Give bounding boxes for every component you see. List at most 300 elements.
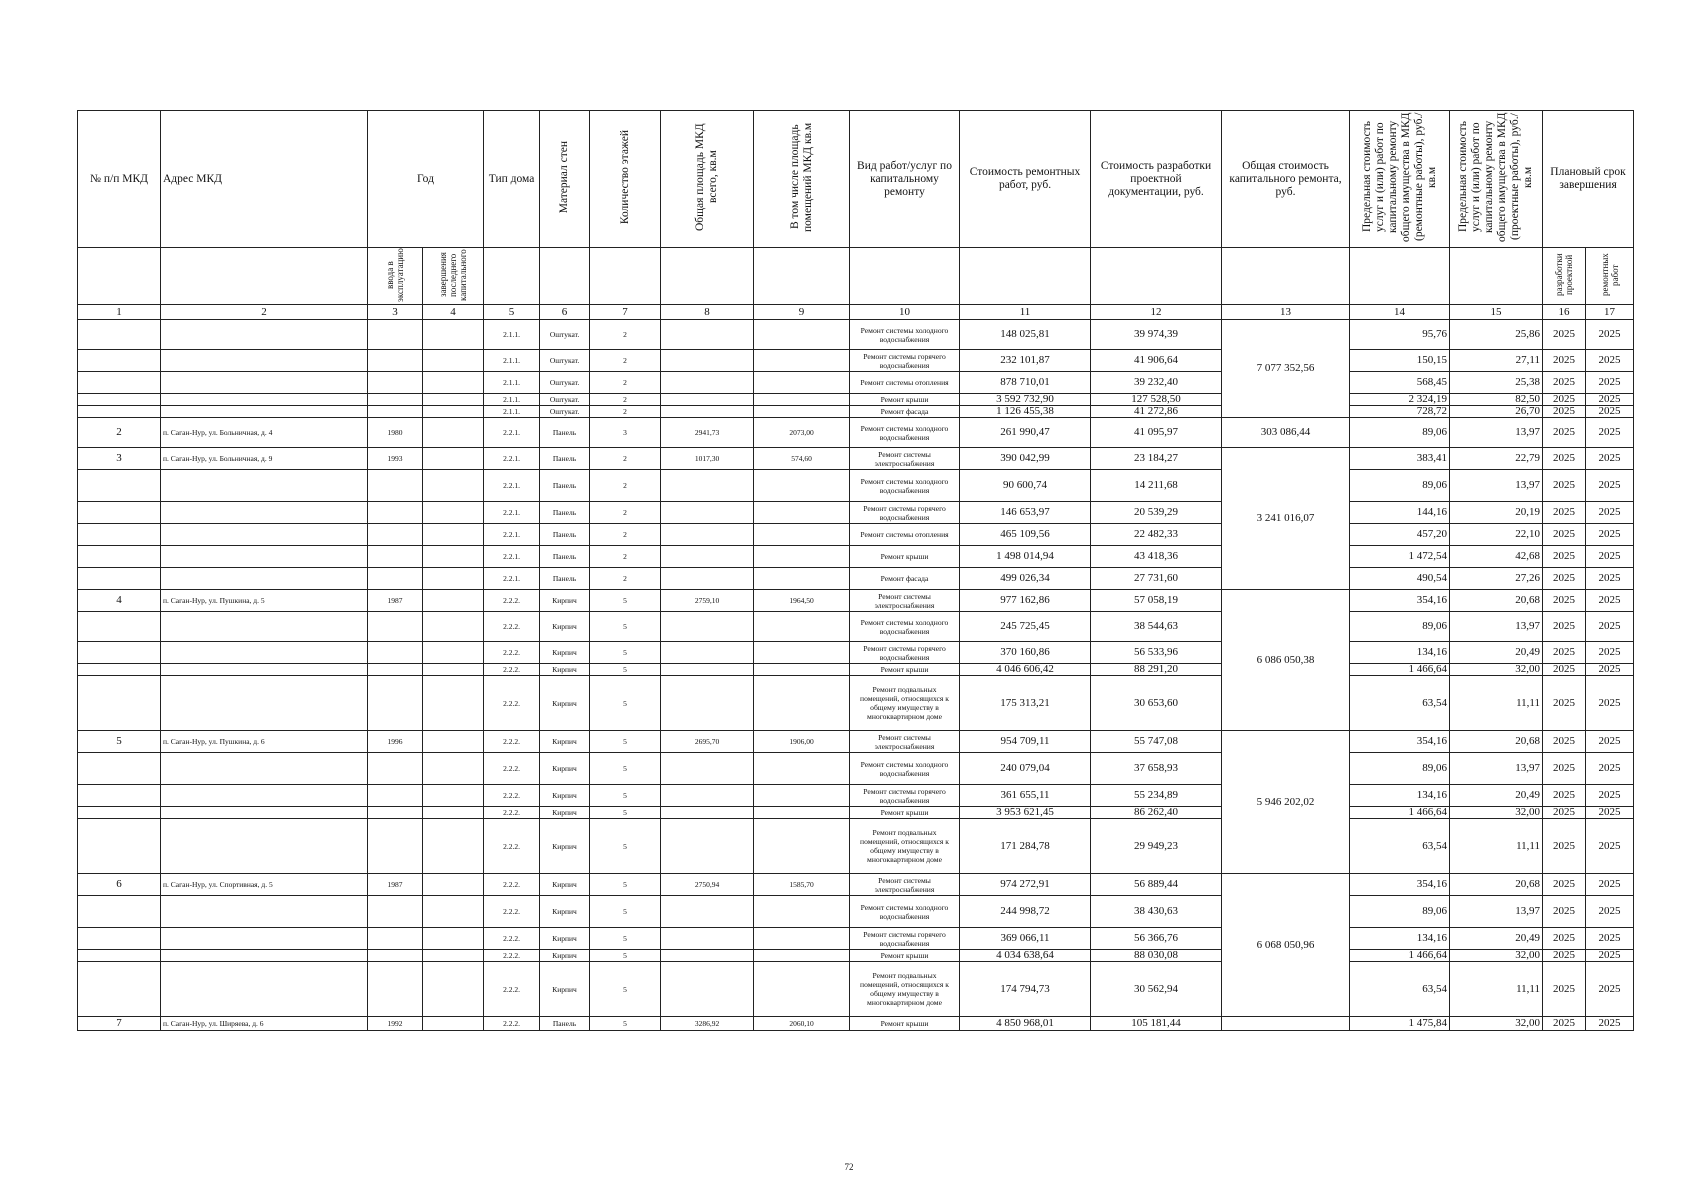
limit-design-cell: 11,11: [1450, 962, 1543, 1017]
address-cell: [161, 664, 368, 676]
header-premises-area: В том числе площадь помещений МКД кв.м: [788, 122, 814, 232]
deadline-repair-cell: 2025: [1586, 896, 1634, 928]
limit-repair-cell: 89,06: [1350, 753, 1450, 785]
address-cell: [161, 394, 368, 406]
subheader-year-last-repair-cell: [423, 248, 484, 305]
column-number: 12: [1091, 305, 1222, 320]
deadline-design-cell: 2025: [1543, 546, 1586, 568]
year-last-repair-cell: [423, 731, 484, 753]
house-type-cell: 2.2.2.: [484, 731, 540, 753]
wall-material-cell: Кирпич: [540, 753, 590, 785]
address-cell: [161, 819, 368, 874]
total-area-cell: [661, 546, 754, 568]
deadline-design-cell: 2025: [1543, 950, 1586, 962]
limit-design-cell: 20,49: [1450, 928, 1543, 950]
total-area-cell: [661, 320, 754, 350]
year-last-repair-cell: [423, 448, 484, 470]
row-number: [78, 642, 161, 664]
work-type-cell: Ремонт крыши: [850, 546, 960, 568]
limit-repair-cell: 457,20: [1350, 524, 1450, 546]
premises-area-cell: [754, 502, 850, 524]
column-number: 5: [484, 305, 540, 320]
work-type-cell: Ремонт системы холодного водоснабжения: [850, 470, 960, 502]
address-cell: п. Саган-Нур, ул. Больничная, д. 9: [161, 448, 368, 470]
total-area-cell: [661, 819, 754, 874]
premises-area-cell: [754, 676, 850, 731]
header-total-area: Общая площадь МКД всего, кв.м: [694, 123, 720, 231]
row-number: [78, 524, 161, 546]
address-cell: [161, 502, 368, 524]
row-number: 6: [78, 874, 161, 896]
year-last-repair-cell: [423, 928, 484, 950]
design-cost-cell: 56 889,44: [1091, 874, 1222, 896]
year-last-repair-cell: [423, 418, 484, 448]
deadline-repair-cell: 2025: [1586, 590, 1634, 612]
deadline-design-cell: 2025: [1543, 350, 1586, 372]
year-commission-cell: 1987: [368, 590, 423, 612]
limit-repair-cell: 1 472,54: [1350, 546, 1450, 568]
repair-cost-cell: 465 109,56: [960, 524, 1091, 546]
limit-repair-cell: 134,16: [1350, 928, 1450, 950]
total-area-cell: 2759,10: [661, 590, 754, 612]
limit-repair-cell: 383,41: [1350, 448, 1450, 470]
year-commission-cell: 1992: [368, 1017, 423, 1031]
design-cost-cell: 88 291,20: [1091, 664, 1222, 676]
table-row: [78, 874, 1634, 896]
floors-cell: 2: [590, 448, 661, 470]
design-cost-cell: 38 544,63: [1091, 612, 1222, 642]
repair-cost-cell: 1 498 014,94: [960, 546, 1091, 568]
wall-material-cell: Кирпич: [540, 676, 590, 731]
deadline-design-cell: 2025: [1543, 612, 1586, 642]
column-number: 13: [1222, 305, 1350, 320]
year-commission-cell: [368, 502, 423, 524]
deadline-repair-cell: 2025: [1586, 350, 1634, 372]
address-cell: [161, 676, 368, 731]
table-row: [78, 785, 1634, 807]
floors-cell: 5: [590, 664, 661, 676]
house-type-cell: 2.2.1.: [484, 524, 540, 546]
column-number: 10: [850, 305, 960, 320]
table-row: [78, 753, 1634, 785]
table-row: [78, 928, 1634, 950]
repair-cost-cell: 4 034 638,64: [960, 950, 1091, 962]
house-type-cell: 2.1.1.: [484, 394, 540, 406]
house-type-cell: 2.2.1.: [484, 546, 540, 568]
limit-repair-cell: 1 466,64: [1350, 950, 1450, 962]
wall-material-cell: Кирпич: [540, 807, 590, 819]
design-cost-cell: 105 181,44: [1091, 1017, 1222, 1031]
table-body: [78, 320, 1634, 1031]
year-last-repair-cell: [423, 470, 484, 502]
wall-material-cell: Панель: [540, 502, 590, 524]
address-cell: [161, 524, 368, 546]
header-limit-repair: Предельная стоимость услуг и (или) работ по капитальному ремонту общего имущества в МКД (ремонтные работы), руб./кв.м: [1360, 112, 1438, 242]
deadline-design-cell: 2025: [1543, 785, 1586, 807]
row-number: [78, 320, 161, 350]
address-cell: [161, 928, 368, 950]
deadline-design-cell: 2025: [1543, 753, 1586, 785]
premises-area-cell: [754, 962, 850, 1017]
limit-repair-cell: 63,54: [1350, 962, 1450, 1017]
total-area-cell: 2695,70: [661, 731, 754, 753]
house-type-cell: 2.2.1.: [484, 418, 540, 448]
deadline-design-cell: 2025: [1543, 807, 1586, 819]
repair-cost-cell: 390 042,99: [960, 448, 1091, 470]
year-last-repair-cell: [423, 546, 484, 568]
table-row: [78, 524, 1634, 546]
repair-cost-cell: 146 653,97: [960, 502, 1091, 524]
work-type-cell: Ремонт подвальных помещений, относящихся к общему имуществу в многоквартирном доме: [850, 819, 960, 874]
deadline-repair-cell: 2025: [1586, 502, 1634, 524]
subheader-deadline-design: разработки проектной: [1554, 253, 1575, 297]
header-wall-material-cell: [540, 111, 590, 248]
deadline-design-cell: 2025: [1543, 874, 1586, 896]
capital-repair-table: [77, 110, 1634, 1031]
repair-cost-cell: 370 160,86: [960, 642, 1091, 664]
wall-material-cell: Панель: [540, 1017, 590, 1031]
limit-design-cell: 11,11: [1450, 819, 1543, 874]
column-number-row: [78, 305, 1634, 320]
floors-cell: 5: [590, 896, 661, 928]
table-row: [78, 372, 1634, 394]
wall-material-cell: Оштукат.: [540, 350, 590, 372]
house-type-cell: 2.2.1.: [484, 448, 540, 470]
subheader-deadline-design-cell: [1543, 248, 1586, 305]
repair-cost-cell: 3 592 732,90: [960, 394, 1091, 406]
floors-cell: 5: [590, 874, 661, 896]
address-cell: [161, 896, 368, 928]
table-row: [78, 950, 1634, 962]
design-cost-cell: 39 232,40: [1091, 372, 1222, 394]
limit-design-cell: 22,79: [1450, 448, 1543, 470]
repair-cost-cell: 4 850 968,01: [960, 1017, 1091, 1031]
table-row: [78, 590, 1634, 612]
row-number: [78, 807, 161, 819]
address-cell: [161, 807, 368, 819]
deadline-design-cell: 2025: [1543, 372, 1586, 394]
house-type-cell: 2.2.1.: [484, 502, 540, 524]
limit-repair-cell: 95,76: [1350, 320, 1450, 350]
year-commission-cell: 1980: [368, 418, 423, 448]
header-floors-cell: [590, 111, 661, 248]
deadline-design-cell: 2025: [1543, 590, 1586, 612]
subheader-deadline-repair-cell: [1586, 248, 1634, 305]
repair-cost-cell: 148 025,81: [960, 320, 1091, 350]
floors-cell: 3: [590, 418, 661, 448]
column-number: 1: [78, 305, 161, 320]
premises-area-cell: [754, 350, 850, 372]
deadline-repair-cell: 2025: [1586, 1017, 1634, 1031]
total-area-cell: [661, 928, 754, 950]
floors-cell: 2: [590, 394, 661, 406]
address-cell: [161, 753, 368, 785]
design-cost-cell: 41 095,97: [1091, 418, 1222, 448]
limit-repair-cell: 89,06: [1350, 470, 1450, 502]
table-row: [78, 962, 1634, 1017]
limit-repair-cell: 354,16: [1350, 590, 1450, 612]
deadline-repair-cell: 2025: [1586, 470, 1634, 502]
design-cost-cell: 88 030,08: [1091, 950, 1222, 962]
year-commission-cell: [368, 785, 423, 807]
table-row: [78, 612, 1634, 642]
row-number: [78, 502, 161, 524]
total-area-cell: 3286,92: [661, 1017, 754, 1031]
repair-cost-cell: 244 998,72: [960, 896, 1091, 928]
deadline-design-cell: 2025: [1543, 470, 1586, 502]
wall-material-cell: Кирпич: [540, 819, 590, 874]
deadline-repair-cell: 2025: [1586, 568, 1634, 590]
wall-material-cell: Панель: [540, 546, 590, 568]
house-type-cell: 2.2.2.: [484, 590, 540, 612]
design-cost-cell: 22 482,33: [1091, 524, 1222, 546]
house-type-cell: 2.2.2.: [484, 753, 540, 785]
header-limit-repair-cell: [1350, 111, 1450, 248]
row-number: [78, 785, 161, 807]
row-number: [78, 350, 161, 372]
table-row: [78, 406, 1634, 418]
year-commission-cell: [368, 568, 423, 590]
wall-material-cell: Кирпич: [540, 928, 590, 950]
address-cell: п. Саган-Нур, ул. Спортивная, д. 5: [161, 874, 368, 896]
header-total-area-cell: [661, 111, 754, 248]
address-cell: [161, 320, 368, 350]
total-cost-cell: 6 086 050,38: [1222, 590, 1350, 731]
total-area-cell: [661, 406, 754, 418]
row-number: [78, 950, 161, 962]
house-type-cell: 2.2.2.: [484, 642, 540, 664]
column-number: 4: [423, 305, 484, 320]
address-cell: [161, 950, 368, 962]
address-cell: [161, 406, 368, 418]
deadline-repair-cell: 2025: [1586, 448, 1634, 470]
work-type-cell: Ремонт системы электроснабжения: [850, 448, 960, 470]
repair-cost-cell: 3 953 621,45: [960, 807, 1091, 819]
wall-material-cell: Кирпич: [540, 785, 590, 807]
year-last-repair-cell: [423, 874, 484, 896]
row-number: [78, 372, 161, 394]
row-number: [78, 568, 161, 590]
header-wall-material: Материал стен: [558, 140, 571, 214]
limit-repair-cell: 89,06: [1350, 418, 1450, 448]
row-number: [78, 470, 161, 502]
year-last-repair-cell: [423, 950, 484, 962]
premises-area-cell: 1964,50: [754, 590, 850, 612]
year-last-repair-cell: [423, 664, 484, 676]
limit-repair-cell: 490,54: [1350, 568, 1450, 590]
wall-material-cell: Кирпич: [540, 731, 590, 753]
design-cost-cell: 23 184,27: [1091, 448, 1222, 470]
work-type-cell: Ремонт системы электроснабжения: [850, 731, 960, 753]
limit-design-cell: 27,11: [1450, 350, 1543, 372]
deadline-repair-cell: 2025: [1586, 731, 1634, 753]
floors-cell: 5: [590, 731, 661, 753]
house-type-cell: 2.2.2.: [484, 612, 540, 642]
design-cost-cell: 29 949,23: [1091, 819, 1222, 874]
limit-design-cell: 82,50: [1450, 394, 1543, 406]
total-cost-cell: [1222, 1017, 1350, 1031]
table-row: [78, 394, 1634, 406]
house-type-cell: 2.2.2.: [484, 676, 540, 731]
year-last-repair-cell: [423, 676, 484, 731]
year-last-repair-cell: [423, 350, 484, 372]
row-number: [78, 406, 161, 418]
floors-cell: 2: [590, 320, 661, 350]
wall-material-cell: Оштукат.: [540, 320, 590, 350]
house-type-cell: 2.2.1.: [484, 568, 540, 590]
work-type-cell: Ремонт крыши: [850, 950, 960, 962]
house-type-cell: 2.2.2.: [484, 928, 540, 950]
limit-repair-cell: 354,16: [1350, 731, 1450, 753]
year-commission-cell: [368, 350, 423, 372]
total-area-cell: [661, 470, 754, 502]
work-type-cell: Ремонт подвальных помещений, относящихся к общему имуществу в многоквартирном доме: [850, 962, 960, 1017]
work-type-cell: Ремонт подвальных помещений, относящихся к общему имуществу в многоквартирном доме: [850, 676, 960, 731]
premises-area-cell: [754, 568, 850, 590]
total-area-cell: [661, 502, 754, 524]
year-last-repair-cell: [423, 642, 484, 664]
year-last-repair-cell: [423, 590, 484, 612]
year-commission-cell: [368, 928, 423, 950]
wall-material-cell: Оштукат.: [540, 406, 590, 418]
work-type-cell: Ремонт системы горячего водоснабжения: [850, 502, 960, 524]
table-row: [78, 470, 1634, 502]
work-type-cell: Ремонт крыши: [850, 394, 960, 406]
table-row: [78, 807, 1634, 819]
house-type-cell: 2.2.2.: [484, 962, 540, 1017]
total-area-cell: [661, 896, 754, 928]
table-row: [78, 642, 1634, 664]
year-commission-cell: [368, 664, 423, 676]
total-cost-cell: 3 241 016,07: [1222, 448, 1350, 590]
deadline-repair-cell: 2025: [1586, 874, 1634, 896]
floors-cell: 2: [590, 568, 661, 590]
row-number: [78, 962, 161, 1017]
total-area-cell: [661, 372, 754, 394]
total-area-cell: [661, 568, 754, 590]
row-number: [78, 612, 161, 642]
deadline-design-cell: 2025: [1543, 642, 1586, 664]
limit-design-cell: 20,68: [1450, 874, 1543, 896]
deadline-design-cell: 2025: [1543, 406, 1586, 418]
limit-repair-cell: 63,54: [1350, 819, 1450, 874]
deadline-design-cell: 2025: [1543, 524, 1586, 546]
year-commission-cell: [368, 962, 423, 1017]
year-commission-cell: [368, 612, 423, 642]
limit-repair-cell: 1 466,64: [1350, 664, 1450, 676]
wall-material-cell: Кирпич: [540, 612, 590, 642]
row-number: [78, 928, 161, 950]
deadline-repair-cell: 2025: [1586, 950, 1634, 962]
work-type-cell: Ремонт системы горячего водоснабжения: [850, 785, 960, 807]
limit-design-cell: 32,00: [1450, 1017, 1543, 1031]
table-row: [78, 676, 1634, 731]
limit-design-cell: 26,70: [1450, 406, 1543, 418]
floors-cell: 2: [590, 350, 661, 372]
subheader-year-last-repair: завершения последнего капитального: [438, 249, 468, 301]
total-area-cell: 2750,94: [661, 874, 754, 896]
floors-cell: 5: [590, 753, 661, 785]
address-cell: [161, 350, 368, 372]
work-type-cell: Ремонт крыши: [850, 1017, 960, 1031]
limit-repair-cell: 1 466,64: [1350, 807, 1450, 819]
limit-repair-cell: 354,16: [1350, 874, 1450, 896]
address-cell: п. Саган-Нур, ул. Пушкина, д. 5: [161, 590, 368, 612]
work-type-cell: Ремонт крыши: [850, 664, 960, 676]
repair-cost-cell: 974 272,91: [960, 874, 1091, 896]
year-last-repair-cell: [423, 612, 484, 642]
deadline-design-cell: 2025: [1543, 896, 1586, 928]
work-type-cell: Ремонт системы холодного водоснабжения: [850, 612, 960, 642]
limit-design-cell: 42,68: [1450, 546, 1543, 568]
total-area-cell: [661, 753, 754, 785]
premises-area-cell: [754, 785, 850, 807]
deadline-design-cell: 2025: [1543, 928, 1586, 950]
house-type-cell: 2.1.1.: [484, 372, 540, 394]
address-cell: [161, 546, 368, 568]
subheader-row: [78, 248, 1634, 305]
table-row: [78, 320, 1634, 350]
column-number: 17: [1586, 305, 1634, 320]
limit-design-cell: 32,00: [1450, 950, 1543, 962]
deadline-design-cell: 2025: [1543, 448, 1586, 470]
design-cost-cell: 55 234,89: [1091, 785, 1222, 807]
column-number: 16: [1543, 305, 1586, 320]
deadline-repair-cell: 2025: [1586, 962, 1634, 1017]
deadline-repair-cell: 2025: [1586, 394, 1634, 406]
address-cell: [161, 568, 368, 590]
premises-area-cell: [754, 320, 850, 350]
house-type-cell: 2.2.2.: [484, 896, 540, 928]
deadline-repair-cell: 2025: [1586, 785, 1634, 807]
repair-cost-cell: 1 126 455,38: [960, 406, 1091, 418]
row-number: [78, 394, 161, 406]
repair-cost-cell: 954 709,11: [960, 731, 1091, 753]
design-cost-cell: 37 658,93: [1091, 753, 1222, 785]
premises-area-cell: [754, 819, 850, 874]
floors-cell: 5: [590, 642, 661, 664]
year-last-repair-cell: [423, 524, 484, 546]
repair-cost-cell: 261 990,47: [960, 418, 1091, 448]
wall-material-cell: Кирпич: [540, 664, 590, 676]
premises-area-cell: [754, 612, 850, 642]
floors-cell: 5: [590, 928, 661, 950]
house-type-cell: 2.1.1.: [484, 320, 540, 350]
total-area-cell: [661, 950, 754, 962]
work-type-cell: Ремонт крыши: [850, 807, 960, 819]
year-commission-cell: [368, 470, 423, 502]
year-last-repair-cell: [423, 753, 484, 785]
repair-cost-cell: 245 725,45: [960, 612, 1091, 642]
design-cost-cell: 39 974,39: [1091, 320, 1222, 350]
limit-design-cell: 11,11: [1450, 676, 1543, 731]
total-cost-cell: 7 077 352,56: [1222, 320, 1350, 418]
wall-material-cell: Панель: [540, 418, 590, 448]
repair-cost-cell: 361 655,11: [960, 785, 1091, 807]
wall-material-cell: Кирпич: [540, 874, 590, 896]
deadline-repair-cell: 2025: [1586, 642, 1634, 664]
address-cell: п. Саган-Нур, ул. Ширяева, д. 6: [161, 1017, 368, 1031]
year-commission-cell: 1996: [368, 731, 423, 753]
house-type-cell: 2.1.1.: [484, 350, 540, 372]
work-type-cell: Ремонт системы горячего водоснабжения: [850, 350, 960, 372]
floors-cell: 2: [590, 524, 661, 546]
deadline-repair-cell: 2025: [1586, 406, 1634, 418]
year-commission-cell: 1993: [368, 448, 423, 470]
work-type-cell: Ремонт системы холодного водоснабжения: [850, 896, 960, 928]
design-cost-cell: 27 731,60: [1091, 568, 1222, 590]
header-work-type: Вид работ/услуг по капитальному ремонту: [850, 111, 960, 248]
